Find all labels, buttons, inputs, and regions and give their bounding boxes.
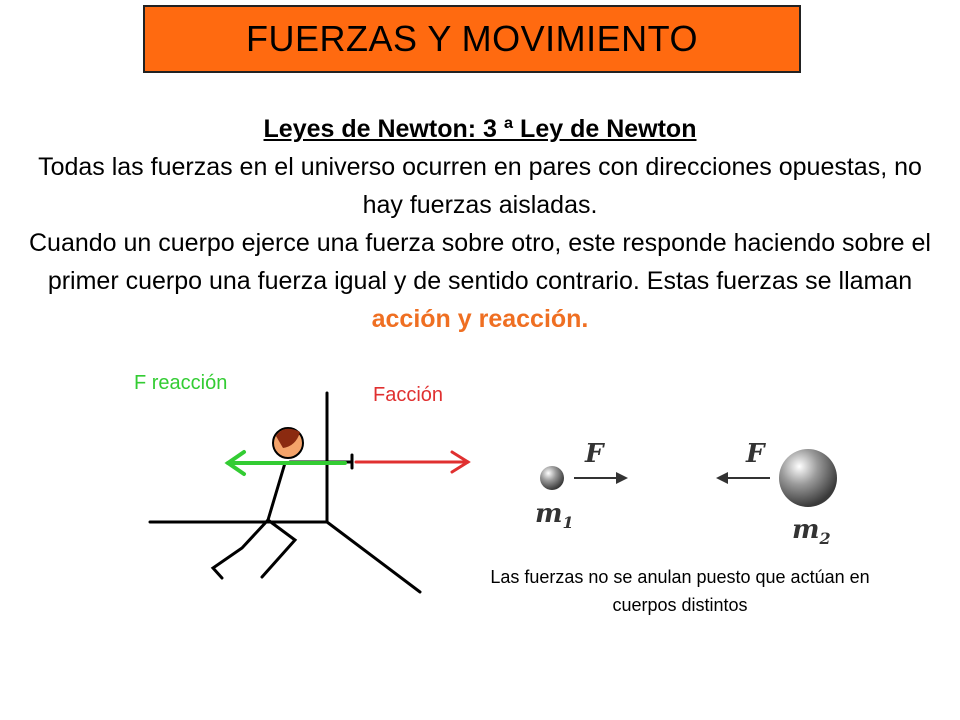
stick-figure-pushing-wall [150, 393, 420, 592]
force-arrow-left [716, 472, 770, 484]
mass-2-symbol: m [792, 515, 820, 545]
page-title: FUERZAS Y MOVIMIENTO [245, 18, 699, 59]
mass-1-label [535, 499, 574, 532]
paragraph-2-text: Cuando un cuerpo ejerce una fuerza sobre otro, este responde haciendo sobre el primer cuerpo una fuerza igual y de sentido contrario. Estas fuerzas se llaman [29, 229, 931, 295]
subtitle: Leyes de Newton: 3 ª Ley de Newton [263, 115, 697, 143]
mass-2-subscript: 2 [819, 529, 831, 548]
caption: Las fuerzas no se anulan puesto que actúan en cuerpos distintos [490, 567, 870, 615]
body-line [268, 463, 285, 520]
force-arrow-right [574, 472, 628, 484]
head-icon [273, 428, 303, 458]
paragraph-1: Todas las fuerzas en el universo ocurren en pares con direcciones opuestas, no hay fuerzas aisladas. [38, 153, 922, 219]
label-f-reaccion: F reacción [134, 372, 228, 394]
leg-right [262, 520, 295, 577]
small-mass-ball [540, 466, 564, 490]
highlight-accion-reaccion: acción y reacción. [371, 305, 589, 333]
action-arrow [356, 452, 468, 472]
mass-1-symbol: m [535, 499, 563, 529]
leg-left [213, 520, 268, 578]
mass-1-subscript: 1 [562, 513, 574, 532]
large-mass-ball [779, 449, 837, 507]
force-label-1: F [585, 439, 604, 469]
mass-2-label [792, 515, 831, 548]
floor-diagonal [327, 522, 420, 592]
label-f-accion: Facción [373, 384, 444, 406]
force-label-2: F [746, 439, 765, 469]
